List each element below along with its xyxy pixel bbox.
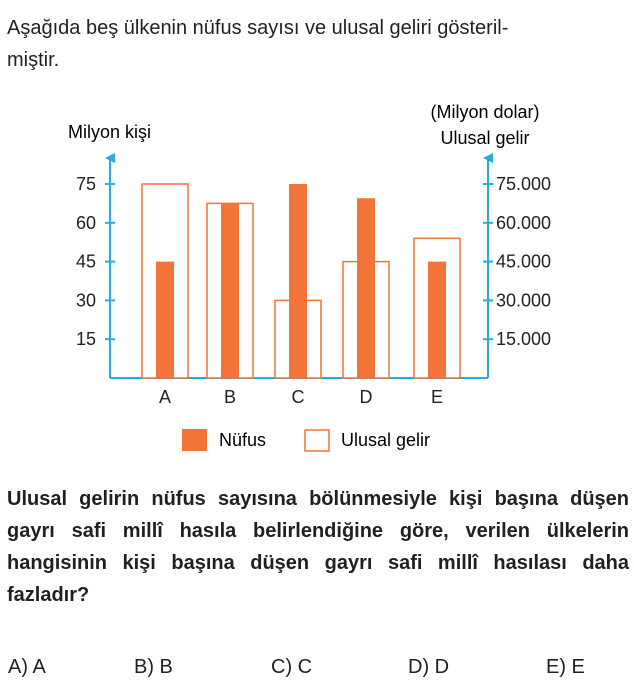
answer-choices	[0, 656, 634, 686]
bar-nufus-d	[357, 198, 375, 378]
bar-nufus-e	[428, 262, 446, 378]
chart-legend	[182, 429, 430, 451]
right-tick-label-3: 45.000	[496, 251, 552, 272]
right-tick-label-4: 60.000	[496, 212, 552, 233]
right-axis-label: Ulusal gelir	[440, 128, 530, 148]
right-tick-label-1: 15.000	[496, 329, 552, 350]
population-income-chart	[0, 96, 634, 466]
legend-label-nufus: Nüfus	[219, 430, 267, 450]
intro-line-1: Aşağıda beş ülkenin nüfus sayısı ve ulusal geliri gösteril-	[7, 17, 509, 39]
chart-bars	[142, 184, 460, 407]
left-tick-label-75: 75	[75, 174, 96, 194]
intro-text	[7, 12, 627, 76]
legend-swatch-ulusal-gelir	[305, 430, 329, 451]
left-tick-label-30: 30	[75, 290, 96, 311]
choice-b[interactable]: B) B	[134, 656, 173, 678]
left-axis-label: Milyon kişi	[68, 122, 152, 142]
left-tick-label-15: 15	[75, 329, 96, 350]
choice-a[interactable]: A) A	[8, 656, 46, 678]
choice-d[interactable]: D) D	[408, 656, 450, 678]
choice-c[interactable]: C) C	[271, 656, 313, 678]
choice-e[interactable]: E) E	[546, 656, 585, 678]
question-text: Ulusal gelirin nüfus sayısına bölünmesiyle kişi başına düşen gayrı safi millî hasıla belirlendiğine göre, verilen ülkelerin hangisinin kişi başına düşen gayrı safi millî hasılası daha fazladır?	[7, 488, 629, 606]
bar-nufus-b	[221, 203, 239, 378]
right-axis-unit-label: (Milyon dolar)	[430, 102, 540, 122]
legend-label-ulusal-gelir: Ulusal gelir	[341, 430, 431, 450]
x-tick-label-c: C	[291, 387, 305, 407]
right-tick-label-2: 30.000	[496, 290, 552, 311]
x-tick-label-d: D	[359, 387, 373, 407]
intro-line-2: miştir.	[7, 49, 60, 71]
legend-swatch-nufus	[182, 429, 207, 451]
x-tick-label-e: E	[430, 387, 444, 407]
x-tick-label-b: B	[223, 387, 237, 407]
x-tick-label-a: A	[158, 387, 172, 407]
left-tick-label-60: 60	[75, 212, 96, 233]
right-tick-label-5: 75.000	[496, 174, 552, 194]
bar-nufus-c	[289, 184, 307, 378]
left-tick-label-45: 45	[75, 251, 96, 272]
bar-nufus-a	[156, 262, 174, 378]
